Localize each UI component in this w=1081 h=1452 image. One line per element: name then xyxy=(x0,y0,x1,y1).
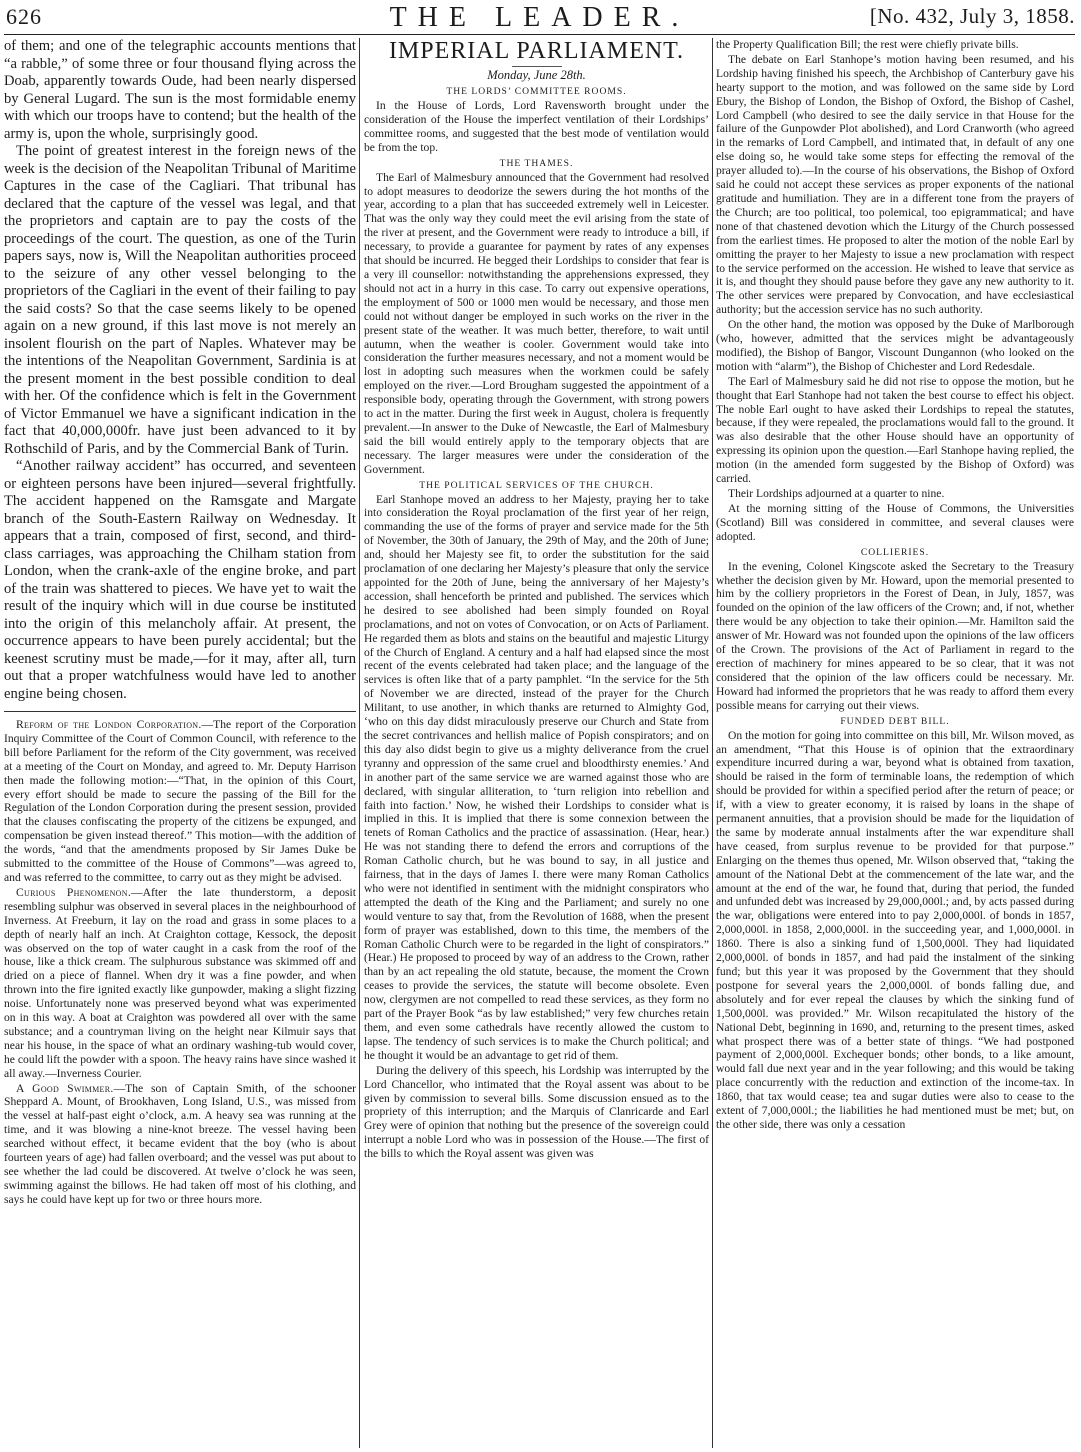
news-item-heading: Curious Phenomenon. xyxy=(16,885,132,899)
news-item-text: —The son of Captain Smith, of the schooner Sheppard A. Mount, of Brookhaven, Long Island, U.S., was missed from the vessel at half-past eight o’clock, a.m. A heavy sea was running at the time, and it was blowing a nine-knot breeze. The vessel having been searched without effect, it became evident that the boy (who is about fourteen years of age) had fallen overboard; and the vessel was put about to see whether the lad could be discovered. At twelve o’clock he was seen, swimming against the billows. He had taken off most of his clothing, and says he could have kept up for two or three hours more. xyxy=(4,1081,356,1206)
article-paragraph: “Another railway accident” has occurred, and seventeen or eighteen persons have been injured—several frightfully. The accident happened on the Ramsgate and Margate branch of the South-Eastern Railway on Wednesday. It appears that a train, composed of first, second, and third-class carriages, was approaching the Chilham station from London, when the crank-axle of the engine broke, and part of the train was shattered to pieces. We have yet to wait the result of the inquiry which will in due course be instituted into the origin of this melancholy affair. At present, the occurrence appears to have been purely accidental; but the keenest scrutiny must be made,—for it may, after all, turn out that a proper watchfulness would have led to another engine being chosen. xyxy=(4,458,356,702)
report-paragraph: At the morning sitting of the House of Commons, the Universities (Scotland) Bill was considered in committee, and several clauses were adopted. xyxy=(716,501,1074,543)
subsection-heading: THE THAMES. xyxy=(499,157,574,169)
subsection-heading: FUNDED DEBT BILL. xyxy=(840,715,950,727)
report-paragraph: On the other hand, the motion was opposed by the Duke of Marlborough (who, however, admitted that the services might be advantageously modified), the Bishop of Bangor, Viscount Dungannon (who looked on the motion with “alarm”), the Bishop of Chichester and Lord Redesdale. xyxy=(716,318,1074,373)
article-paragraph: of them; and one of the telegraphic accounts mentions that “a rabble,” of some three or four thousand flying across the Doab, apparently towards Oude, had been nearly dispersed by General Lugard. The sun is the most formidable enemy with which our troops have to contend; but the health of the army is, upon the whole, surprisingly good. xyxy=(4,38,356,142)
newspaper-title: THE LEADER. xyxy=(389,2,690,33)
news-item-text: —After the late thunderstorm, a deposit resembling sulphur was observed in several places in the neighbourhood of Inverness. At Freeburn, it lay on the road and grass in some places to a depth of nearly half an inch. At Craighton cottage, Kessock, the deposit was observed on the top of water caught in a cask from the roof of the house, like a thick cream. The sulphurous substance was skimmed off and dried on a piece of flannel. When dry it was a fine powder, and when thrown into the fire ignited exactly like gunpowder, making a slight fizzing noise. Unfortunately none was preserved beyond what was experimented on in this way. A boat at Craighton was powdered all over with the same substance; and a countryman living on the height near Kilmuir says that near his house, in the space of what an ordinary washing-tub would cover, he could lift the powder with a spoon. The heavy rains have since washed it all away.—Inverness Courier. xyxy=(4,885,356,1080)
news-item xyxy=(4,718,356,885)
news-item xyxy=(4,1082,356,1207)
report-paragraph: Their Lordships adjourned at a quarter to nine. xyxy=(728,487,945,500)
news-item-heading: Reform of the London Corporation. xyxy=(16,718,202,731)
column-left xyxy=(4,38,356,1448)
column-right xyxy=(716,38,1074,1448)
news-item-heading: A Good Swimmer. xyxy=(16,1081,114,1095)
report-paragraph: the Property Qualification Bill; the rest were chiefly private bills. xyxy=(716,38,1019,51)
title-rule xyxy=(512,66,562,67)
section-title: IMPERIAL PARLIAMENT. xyxy=(388,38,685,64)
section-rule xyxy=(4,711,356,712)
sitting-date: Monday, June 28th. xyxy=(487,68,586,82)
report-paragraph: On the motion for going into committee on this bill, Mr. Wilson moved, as an amendment, “That this House is of opinion that the extraordinary expenditure incurred during a war, beyond what is obtained from taxation, should be raised in the form of terminable loans, the redemption of which should be provided for within a specified period after the return of peace; or if, with a view to greater economy, it is raised by loans in the shape of permanent annuities, that a provision should be made for the liquidation of the same by moderate annual instalments after the war expenditure shall have ceased, from surplus revenue to be provided for that purpose.” Enlarging on the themes thus opened, Mr. Wilson observed that, “taking the amount of the National Debt at the commencement of the late war, and the amount at the end of the war, he found that, during that period, the funded and unfunded debt was increased by 29,000,000l.; and, by acts passed during the war, obligations were entered into to pay 2,000,000l. of bonds in 1857, 2,000,000l. in 1858, 2,000,000l. in the succeeding year, and 1,000,000l. in 1860. There is also a sinking fund of 1,500,000l. They had liquidated 2,000,000l. of bonds in 1857, and had paid the instalment of the sinking fund; but this year it was proposed by the Government that they should postpone for several years the 2,000,000l. of bonds falling due, and absolutely and for ever repeal the clauses by which the sinking fund of 1,500,000l. was provided.” Mr. Wilson recapitulated the history of the National Debt, beginning in 1690, and, returning to the present times, asked what prospect there was of a better state of things. “We had postponed payment of 2,000,000l. Exchequer bonds; other bonds, to a like amount, would fall due next year and in the year following; and this would be taking place concurrently with the reduction and extinction of the income-tax. In 1860, that tax would cease; tea and sugar duties were also to cease to the extent of 7,000,000l.; the liabilities he had mentioned must be met; but, on the other side, there was only a cessation xyxy=(716,728,1074,1131)
column-divider xyxy=(712,38,713,1448)
report-paragraph: Earl Stanhope moved an address to her Majesty, praying her to take into consideration the Royal proclamation of the first year of her reign, commanding the use of the forms of prayer and service made for the 5th of November, the 30th of January, the 29th of May, and the 20th of June; and, should her Majesty see fit, to order the substitution for the said proclamation of one declaring her Majesty’s pleasure that only the service appointed for the 20th of June, being the anniversary of her Majesty’s accession, shall henceforth be printed and published. The services which he desired to see abolished had been simply founded on Royal proclamations, and not on votes of Convocation, or on Acts of Parliament. He regarded them as blots and stains on the beautiful and majestic Liturgy of the Church of England. A century and a half had elapsed since the most recent of the events celebrated had taken place; and the language of the services is often like that of a party pamphlet. “In the service for the 5th of November we are directed, instead of the prayer for the Church Militant, to use another, in which thanks are returned to Almighty God, ‘who on this day didst miraculously preserve our Church and State from the secret contrivances and hellish malice of Popish conspirators; and on this day also didst begin to give us a mighty deliverance from the cruel tyranny and oppression of the same cruel and bloodthirsty enemies.’ And in another part of the same service we are warned against those who are declared, with singular alliteration, to ‘turn religion into rebellion and faith into faction.’ Now, he wished their Lordships to consider what is implied in this. It is implied that there is some connexion between the tenets of Roman Catholics and the practice of assassination. (Hear, hear.) He was not standing there to defend the errors and corruptions of the Roman Catholic church, but he was bound to say, in all justice and fairness, that in the days of James I. there were many Roman Catholics who were not identified in sentiment with the midnight conspirators who attempted the death of the King and the Parliament; and surely no one would venture to say that, from the Revolution of 1688, when the present form of prayer was established, down to this time, the members of the Roman Catholic Church were to be regarded in the light of conspirators.” (Hear.) He proposed to proceed by way of an address to the Crown, rather than by an act repealing the old statute, because, the moment the Crown ceases to provide the services, the statute will become obsolete. Even now, clergymen are not compelled to read these services, as they form no part of the Prayer Book “as by law established;” very few churches retain them, and even some cathedrals have recently allowed the custom to lapse. The tendency of such services is to make the Church political; and he thought it would be an advantage to get rid of them. xyxy=(364,492,709,1062)
column-divider xyxy=(359,38,360,1448)
report-paragraph: The Earl of Malmesbury announced that the Government had resolved to adopt measures to deodorize the sewers during the hot months of the year, according to a plan that has succeeded extremely well in Leicester. That was the only way they could meet the evil arising from the state of the river at present, and the Government were ready to introduce a bill, if necessary, to provide a guarantee for payment by rates of any expenses that should be incurred. He begged their Lordships to consider that fear is a very ill counsellor: notwithstanding the apprehensions expressed, they should not act in a hurry in this case. To carry out expensive operations, the employment of 500 or 1000 men would be necessary, and those men could not without danger be employed in such works on the river in the present state of the weather. It was much better, therefore, to wait until autumn, when the weather is cooler. Government would take into consideration the further measures necessary, and not a moment would be lost in adopting such measures when the workmen could be safely employed on the river.—Lord Brougham suggested the appointment of a responsible body, operating through the Government, with strong powers to act in the matter. During the first week in August, cholera is frequently prevalent.—In answer to the Duke of Newcastle, the Earl of Malmesbury said the bill would entirely apply to the temporary objects that are necessary. The larger measures were under the consideration of the Government. xyxy=(364,170,709,476)
report-paragraph: In the evening, Colonel Kingscote asked the Secretary to the Treasury whether the decision given by Mr. Howard, upon the memorial presented to him by the colliery proprietors in the Forest of Dean, in July, 1857, was founded on the opinion of the law officers of the Crown; and, if not, whether there would be any objection to take their opinion.—Mr. Hamilton said the answer of Mr. Howard was not founded upon the opinions of the law officers of the Crown. The provisions of the Act of Parliament in regard to the erection of machinery for mines appeared to be so clear, that it was not considered that the opinion of the law officers could be necessary. Mr. Howard had informed the proprietors that he was ready to afford them every possible means for carrying out their views. xyxy=(716,559,1074,712)
article-paragraph: The point of greatest interest in the foreign news of the week is the decision of the Neapolitan Tribunal of Maritime Captures in the case of the Cagliari. That tribunal has declared that the capture of the vessel was legal, and that the proprietors and captain are to pay the costs of the proceedings of the court. The question, as one of the Turin papers says, now is, Will the Neapolitan authorities proceed to the seizure of any other vessel belonging to the proprietors of the Cagliari in the event of their failing to pay the said costs? So that the case seems likely to be opened again on a new ground, if this last move is not merely an insolent flourish on the part of Naples. Whatever may be the intentions of the Neapolitan Government, Sardinia is at the present moment in the best possible condition to deal with her. Of the confidence which is felt in the Government of Victor Emmanuel we have a significant indication in the fact that 40,000,000fr. have just been advanced to it by Rothschild of Paris, and by the Commercial Bank of Turin. xyxy=(4,143,356,457)
news-item-text: —The report of the Corporation Inquiry Committee of the Court of Common Council, with reference to the bill before Parliament for the reform of the City government, was received at a meeting of the Court on Monday, and agreed to. Mr. Deputy Harrison then made the following motion:—“That, in the opinion of this Court, every effort should be made to secure the passing of the Bill for the Regulation of the London Corporation during the present session, provided that the clauses confiscating the property of the citizens be expunged, and compensation be given instead thereof.” This motion—with the addition of the words, “and that the amendments proposed by Sir James Duke be submitted to the committee of the House of Commons”—was agreed to, and was referred to the committee, to carry out as they might be advised. xyxy=(4,718,356,884)
news-item xyxy=(4,886,356,1081)
report-paragraph: The Earl of Malmesbury said he did not rise to oppose the motion, but he thought that Earl Stanhope had not taken the best course to effect his object. The noble Earl ought to have asked their Lordships to repeal the statutes, because, if they were repealed, the proclamations would fall to the ground. It was also desirable that the other House should have an opportunity of expressing its opinion upon the question.—Earl Stanhope having replied, the motion (in the amended form suggested by the Bishop of Oxford) was carried. xyxy=(716,374,1074,486)
report-paragraph: During the delivery of this speech, his Lordship was interrupted by the Lord Chancellor, who intimated that the Royal assent was about to be given by commission to several bills. Some discussion ensued as to the propriety of this interruption; and the Marquis of Clanricarde and Earl Grey were of opinion that nothing but the presence of the sovereign could interrupt a noble Lord who was in possession of the House.—The first of the bills to which the Royal assent was given was xyxy=(364,1063,709,1161)
subsection-heading: THE LORDS’ COMMITTEE ROOMS. xyxy=(446,86,627,97)
masthead-rule xyxy=(4,34,1075,35)
report-paragraph: In the House of Lords, Lord Ravensworth brought under the consideration of the House the imperfect ventilation of their Lordships’ committee rooms, and suggested that the best mode of ventilation would be from the top. xyxy=(364,99,709,154)
subsection-heading: COLLIERIES. xyxy=(860,546,930,558)
column-middle xyxy=(364,38,709,1448)
masthead xyxy=(4,4,1075,34)
issue-line: [No. 432, July 3, 1858. xyxy=(869,4,1075,28)
subsection-heading: THE POLITICAL SERVICES OF THE CHURCH. xyxy=(419,479,654,491)
page-number: 626 xyxy=(6,4,42,29)
report-paragraph: The debate on Earl Stanhope’s motion having been resumed, and his Lordship having finished his speech, the Archbishop of Canterbury gave his hearty support to the motion, and was followed on the same side by Lord Ebury, the Bishop of London, the Bishop of Oxford, the Bishop of Cashel, Lord Campbell (who desired to see the daily service in that House for the failure of the Gunpowder Plot abolished), and Lord Cranworth (who agreed in the remarks of Lord Campbell, and intimated that, in default of any one else doing so, he would take some steps for effecting the removal of the prayer alluded to).—In the course of his observations, the Bishop of Oxford said he could not accept these services as proper exponents of the national gratitude and humiliation. They are in a different tone from the prayers of the Church; are too political, too polemical, too epigrammatical; and have none of that chastened devotion which the Liturgy of the Church possessed from the earliest times. He proposed to alter the motion of the noble Earl by omitting the prayer to her Majesty to issue a new proclamation with respect to the service performed on the accession. He wished to leave that service as it is, and thought they should pause before they gave any new authority to it. The other services were prepared by Convocation, and have ecclesiastical authority; but the accession service has no such authority. xyxy=(716,52,1074,317)
